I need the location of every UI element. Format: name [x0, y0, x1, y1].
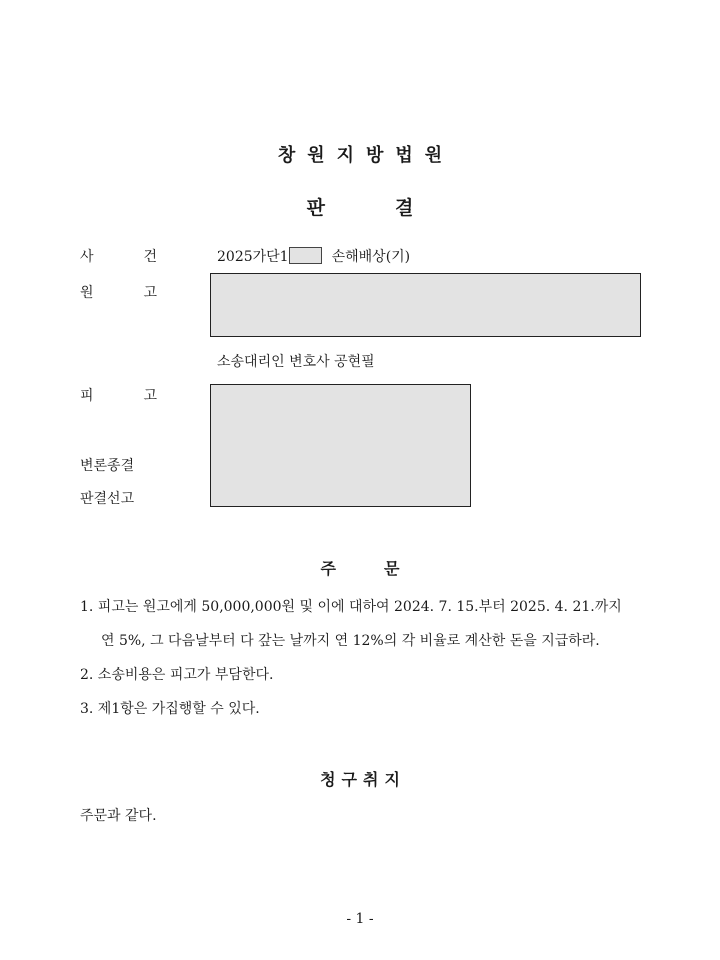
- document-type: 판결: [306, 197, 484, 219]
- claim-title: 청구취지: [320, 770, 406, 789]
- case-name: 손해배상(기): [331, 249, 411, 265]
- order-item-2: 2. 소송비용은 피고가 부담한다.: [80, 667, 274, 683]
- court-name: 창원지방법원: [277, 145, 455, 166]
- defendant-label: 피 고: [80, 388, 157, 404]
- order-item-1: 1. 피고는 원고에게 50,000,000원 및 이에 대하여 2024. 7. 15.부터 2025. 4. 21.까지: [80, 599, 622, 615]
- claim-text: 주문과 같다.: [80, 808, 157, 824]
- judgment-date-label: 판결선고: [80, 491, 135, 507]
- page-number: - 1 -: [346, 911, 374, 927]
- case-number: 2025가단1: [217, 249, 289, 265]
- order-title: 주문: [320, 559, 448, 578]
- plaintiff-counsel: 소송대리인 변호사 공현필: [217, 354, 375, 370]
- closing-date-label: 변론종결: [80, 458, 135, 474]
- order-item-3: 3. 제1항은 가집행할 수 있다.: [80, 701, 260, 717]
- order-item-1-continued: 연 5%, 그 다음날부터 다 갚는 날까지 연 12%의 각 비율로 계산한 돈을 지급하라.: [101, 633, 600, 649]
- case-label: 사 건: [80, 249, 157, 265]
- case-value: [217, 246, 410, 266]
- redaction-box: [289, 247, 322, 264]
- defendant-redaction: [210, 384, 471, 507]
- plaintiff-redaction: [210, 273, 641, 337]
- plaintiff-label: 원 고: [80, 285, 157, 301]
